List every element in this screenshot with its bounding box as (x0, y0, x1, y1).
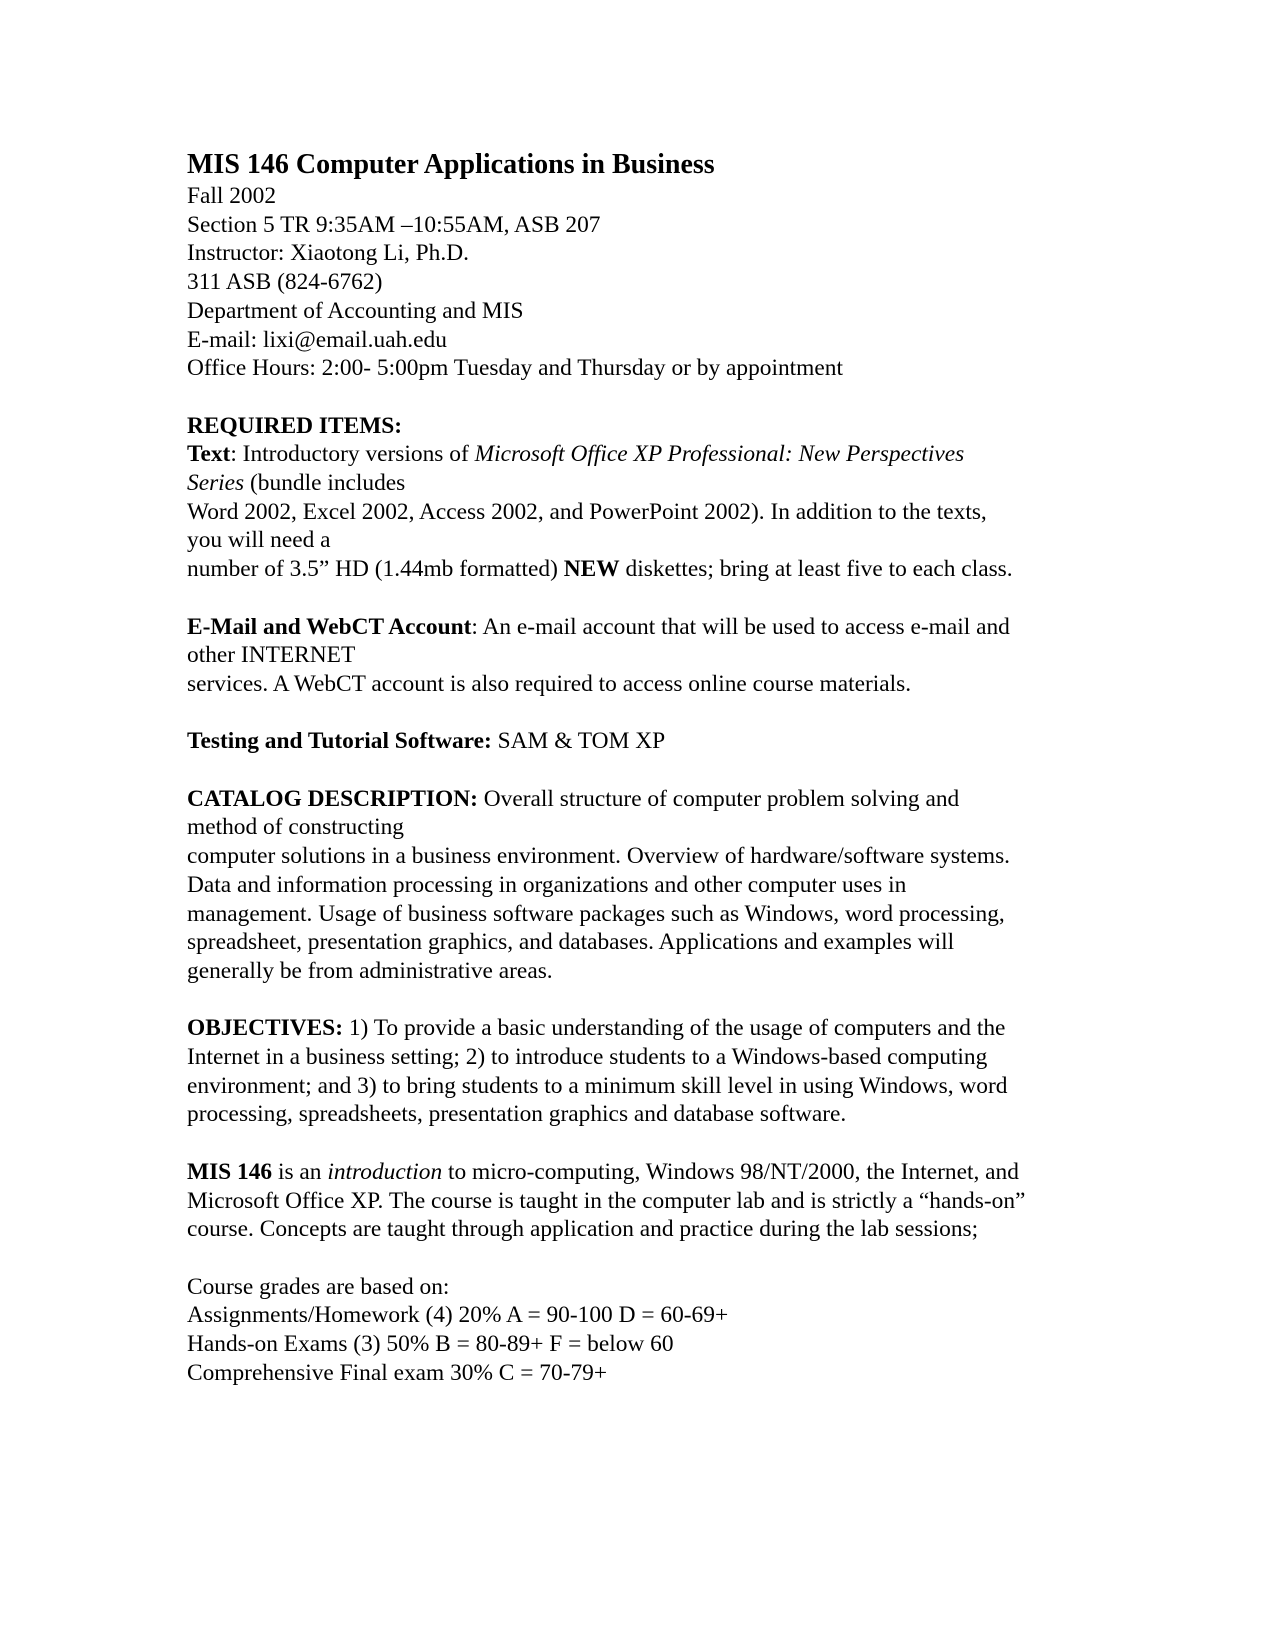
email-account-line-2: other INTERNET (187, 642, 356, 669)
required-heading: REQUIRED ITEMS: (187, 412, 403, 439)
grades-line-3: Comprehensive Final exam 30% C = 70-79+ (187, 1359, 608, 1386)
required-text-line-4: you will need a (187, 527, 331, 554)
office-hours: Office Hours: 2:00- 5:00pm Tuesday and Thursday or by appointment (187, 355, 843, 382)
department: Department of Accounting and MIS (187, 297, 524, 324)
objectives-line-4: processing, spreadsheets, presentation graphics and database software. (187, 1101, 847, 1128)
objectives-line-2: Internet in a business setting; 2) to introduce students to a Windows-based computing (187, 1044, 988, 1071)
grades-heading: Course grades are based on: (187, 1273, 450, 1300)
required-text-line-3: Word 2002, Excel 2002, Access 2002, and PowerPoint 2002). In addition to the texts, (187, 498, 987, 525)
required-text-line-2: Series (bundle includes (187, 470, 406, 497)
required-text-line-1: Text: Introductory versions of Microsoft Office XP Professional: New Perspectives (187, 441, 965, 468)
email-account-line-1: E-Mail and WebCT Account: An e-mail account that will be used to access e-mail and (187, 613, 1010, 640)
catalog-line-3: computer solutions in a business environment. Overview of hardware/software systems. (187, 843, 1011, 870)
objectives-line-3: environment; and 3) to bring students to a minimum skill level in using Windows, word (187, 1072, 1008, 1099)
course-title: MIS 146 Computer Applications in Business (187, 149, 715, 180)
section-info: Section 5 TR 9:35AM –10:55AM, ASB 207 (187, 211, 601, 238)
grades-line-2: Hands-on Exams (3) 50% B = 80-89+ F = below 60 (187, 1331, 674, 1358)
office-location: 311 ASB (824-6762) (187, 269, 383, 296)
catalog-line-5: management. Usage of business software packages such as Windows, word processing, (187, 900, 1005, 927)
catalog-line-1: CATALOG DESCRIPTION: Overall structure of computer problem solving and (187, 785, 960, 812)
intro-line-3: course. Concepts are taught through application and practice during the lab sessions; (187, 1216, 979, 1243)
catalog-line-2: method of constructing (187, 814, 404, 841)
catalog-line-6: spreadsheet, presentation graphics, and databases. Applications and examples will (187, 929, 955, 956)
email-account-line-3: services. A WebCT account is also required to access online course materials. (187, 670, 912, 697)
catalog-line-7: generally be from administrative areas. (187, 957, 553, 984)
grades-line-1: Assignments/Homework (4) 20% A = 90-100 D = 60-69+ (187, 1302, 729, 1329)
intro-line-1: MIS 146 is an introduction to micro-computing, Windows 98/NT/2000, the Internet, and (187, 1158, 1019, 1185)
catalog-line-4: Data and information processing in organizations and other computer uses in (187, 871, 907, 898)
instructor: Instructor: Xiaotong Li, Ph.D. (187, 240, 469, 267)
email: E-mail: lixi@email.uah.edu (187, 326, 447, 353)
syllabus-page (187, 148, 1087, 1387)
term: Fall 2002 (187, 183, 277, 209)
required-text-line-5: number of 3.5” HD (1.44mb formatted) NEW diskettes; bring at least five to each class. (187, 556, 1013, 583)
objectives-line-1: OBJECTIVES: 1) To provide a basic understanding of the usage of computers and the (187, 1015, 1006, 1042)
intro-line-2: Microsoft Office XP. The course is taught in the computer lab and is strictly a “hands-on” (187, 1187, 1026, 1214)
software-line: Testing and Tutorial Software: SAM & TOM XP (187, 728, 666, 755)
